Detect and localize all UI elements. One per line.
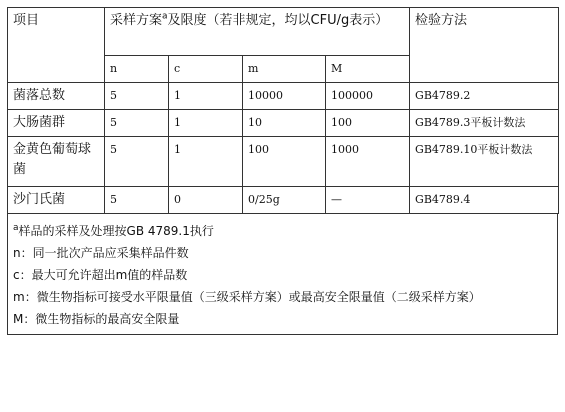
cell-M: 100 [326,110,410,137]
cell-m: 0/25g [243,187,326,214]
cell-n: 5 [105,137,169,187]
header-n: n [105,56,169,83]
cell-item: 菌落总数 [8,83,105,110]
cell-m: 10 [243,110,326,137]
header-item: 项目 [8,8,105,83]
note-a [13,220,552,242]
cell-c: 1 [169,137,243,187]
table-row [8,187,559,214]
table-notes [7,214,558,335]
header-method: 检验方法 [410,8,559,83]
cell-method-text: GB4789.3平板计数法 [415,116,526,129]
cell-M: 100000 [326,83,410,110]
cell-m: 100 [243,137,326,187]
cell-M: — [326,187,410,214]
cell-item: 沙门氏菌 [8,187,105,214]
standard-table-container [7,7,558,406]
microbial-limits-table [7,7,559,214]
note-a-text: 样品的采样及处理按GB 4789.1执行 [18,224,214,238]
header-c: c [169,56,243,83]
header-sampling-plan [105,8,410,56]
cell-n: 5 [105,110,169,137]
note-n: n：同一批次产品应采集样品件数 [13,246,189,260]
cell-M: 1000 [326,137,410,187]
header-plan-prefix: 采样方案 [110,13,163,28]
cell-c: 0 [169,187,243,214]
header-plan-sup: a [162,11,168,22]
table-row [8,110,559,137]
cell-n: 5 [105,187,169,214]
cell-method-text: GB4789.10平板计数法 [415,143,533,156]
note-c: c：最大可允许超出m值的样品数 [13,268,188,282]
cell-m: 10000 [243,83,326,110]
cell-method: GB4789.2 [410,83,559,110]
table-row [8,83,559,110]
note-a-sup: a [13,223,19,233]
cell-n: 5 [105,83,169,110]
header-plan-suffix: 及限度（若非规定，均以CFU/g表示） [167,13,389,28]
table-row [8,137,559,187]
header-M: M [326,56,410,83]
cell-item: 金黄色葡萄球菌 [8,137,105,187]
note-m: m：微生物指标可接受水平限量值（三级采样方案）或最高安全限量值（二级采样方案） [13,290,481,304]
cell-method [410,110,559,137]
cell-c: 1 [169,83,243,110]
note-M: M：微生物指标的最高安全限量 [13,312,180,326]
cell-item: 大肠菌群 [8,110,105,137]
cell-method [410,137,559,187]
cell-c: 1 [169,110,243,137]
header-row-1 [8,8,559,56]
header-m: m [243,56,326,83]
cell-method: GB4789.4 [410,187,559,214]
